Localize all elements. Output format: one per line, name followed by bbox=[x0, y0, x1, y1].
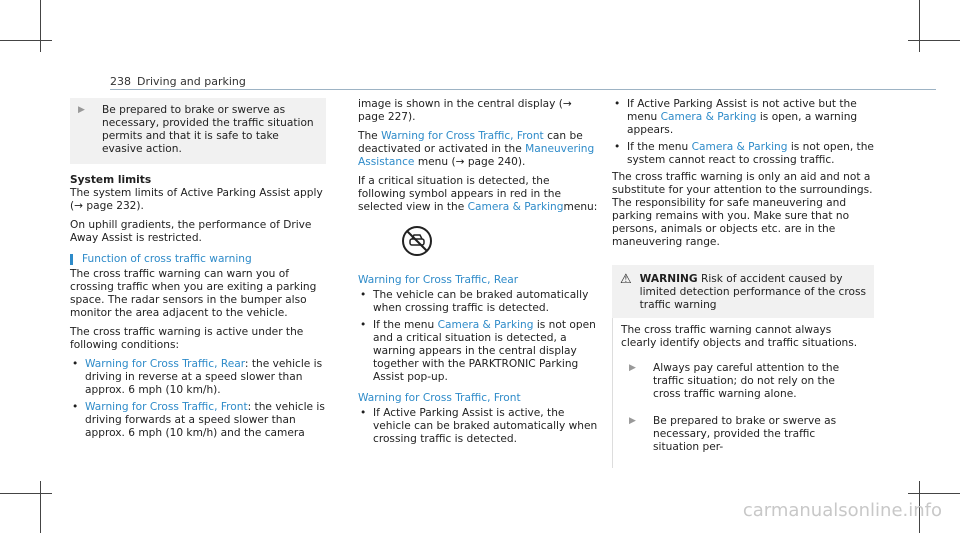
link-camera-parking[interactable]: Camera & Parking bbox=[660, 111, 757, 123]
function-p1: The cross traffic warning can warn you of crossing traffic when you are exiting a parking space. The radar sensors in the bumper also monitor the area adjacent to the vehicle. bbox=[70, 268, 317, 319]
warning-header bbox=[612, 265, 874, 318]
list-item bbox=[70, 401, 326, 440]
front-heading: Warning for Cross Traffic, Front bbox=[358, 392, 521, 404]
note-text: Be prepared to brake or swerve as necessary, provided the traffic situation per- bbox=[653, 415, 837, 453]
warning-title bbox=[640, 273, 866, 312]
function-p2: The cross traffic warning is active under the following conditions: bbox=[70, 326, 304, 351]
crop-mark bbox=[40, 0, 41, 52]
note-box bbox=[70, 98, 326, 164]
warning-body-text: The cross traffic warning cannot always clearly identify objects and traffic situations. bbox=[621, 324, 858, 349]
list-item bbox=[358, 319, 598, 384]
rear-heading: Warning for Cross Traffic, Rear bbox=[358, 274, 519, 286]
system-limits-p1: The system limits of Active Parking Assist apply (→ page 232). bbox=[70, 187, 323, 212]
link-maneuvering[interactable]: Maneuvering Assistance bbox=[358, 143, 595, 168]
link-camera-parking[interactable]: Camera & Parking bbox=[691, 141, 788, 153]
text: is open, a warning appears. bbox=[627, 111, 858, 136]
warning-text: Risk of accident caused by limited detection performance of the cross traffic warning bbox=[639, 273, 866, 311]
warning-triangle-icon: ⚠ bbox=[620, 272, 632, 287]
watermark: carmanualsonline.info bbox=[742, 500, 942, 521]
text: can be deactivated or activated in the bbox=[358, 130, 583, 155]
col3-p1: The cross traffic warning is only an aid and not a substitute for your attention to the surroundings. The responsibility for safe maneuvering and parking remains with you. Make sure that no persons, animals or objects etc. are in the maneuvering range. bbox=[612, 171, 873, 248]
text: menu (→ page 240). bbox=[414, 156, 526, 168]
text: The bbox=[358, 130, 382, 142]
link-camera-parking[interactable]: Camera & Parking bbox=[437, 319, 534, 331]
list-item bbox=[612, 98, 874, 137]
column-1 bbox=[70, 98, 326, 444]
text: If the menu bbox=[373, 319, 438, 331]
function-heading bbox=[70, 253, 326, 266]
system-limits-heading: System limits bbox=[70, 174, 152, 186]
link-front[interactable]: Warning for Cross Traffic, Front bbox=[85, 401, 248, 413]
list-item bbox=[70, 358, 326, 397]
list-item: • If Active Parking Assist is active, the vehicle can be braked automatically when crossing traffic is detected. bbox=[358, 407, 598, 446]
link-camera-parking[interactable]: Camera & Parking bbox=[467, 201, 564, 213]
crop-mark bbox=[0, 493, 52, 494]
cross-traffic-warning-icon bbox=[400, 224, 598, 262]
crop-mark bbox=[908, 40, 960, 41]
col2-p2 bbox=[358, 130, 598, 169]
note-text: Always pay careful attention to the traffic situation; do not rely on the cross traffic warning alone. bbox=[653, 362, 840, 400]
warning-body bbox=[612, 318, 874, 468]
header-rule bbox=[110, 89, 936, 90]
text: menu: bbox=[563, 201, 598, 213]
link-rear[interactable]: Warning for Cross Traffic, Rear bbox=[85, 358, 245, 370]
triangle-right-icon: ▶ bbox=[629, 363, 636, 373]
text: is not open and a critical situation is detected, a warning appears in the central display together with the PARKTRONIC Parking Assist pop-up. bbox=[373, 319, 596, 383]
col2-p1: image is shown in the central display (→ page 227). bbox=[358, 98, 572, 123]
list-item-text: : the vehicle is driving in reverse at a speed slower than approx. 6 mph (10 km/h). bbox=[85, 358, 323, 396]
text: is not open, the system cannot react to crossing traffic. bbox=[627, 141, 874, 166]
text: If Active Parking Assist is not active but the menu bbox=[627, 98, 857, 123]
note-box bbox=[621, 356, 866, 409]
note-text: Be prepared to brake or swerve as necessary, provided the traffic situation permits and that it is safe to take evasive action. bbox=[102, 104, 314, 155]
crop-mark bbox=[0, 40, 52, 41]
page-number: 238 bbox=[110, 75, 131, 88]
list-item-text: : the vehicle is driving forwards at a speed slower than approx. 6 mph (10 km/h) and the camera bbox=[85, 401, 325, 439]
col2-p3 bbox=[358, 175, 598, 214]
system-limits-p2: On uphill gradients, the performance of Drive Away Assist is restricted. bbox=[70, 219, 312, 244]
text: If the menu bbox=[627, 141, 692, 153]
crop-mark bbox=[919, 0, 920, 52]
page-header bbox=[110, 75, 246, 88]
section-title: Driving and parking bbox=[137, 75, 246, 88]
function-heading-text: Function of cross traffic warning bbox=[82, 253, 252, 265]
list-item bbox=[612, 141, 874, 167]
warning-label: WARNING bbox=[639, 273, 698, 285]
column-3 bbox=[612, 98, 874, 468]
text: If a critical situation is detected, the following symbol appears in red in the selected view in the bbox=[358, 175, 561, 213]
list-item: • The vehicle can be braked automatically when crossing traffic is detected. bbox=[358, 289, 598, 315]
triangle-right-icon: ▶ bbox=[629, 416, 636, 426]
heading-bar bbox=[70, 254, 73, 265]
note-box bbox=[621, 409, 866, 462]
crop-mark bbox=[40, 481, 41, 533]
link-front[interactable]: Warning for Cross Traffic, Front bbox=[381, 130, 544, 142]
column-2 bbox=[338, 98, 598, 450]
triangle-right-icon: ▶ bbox=[78, 105, 85, 115]
crop-mark bbox=[908, 493, 960, 494]
